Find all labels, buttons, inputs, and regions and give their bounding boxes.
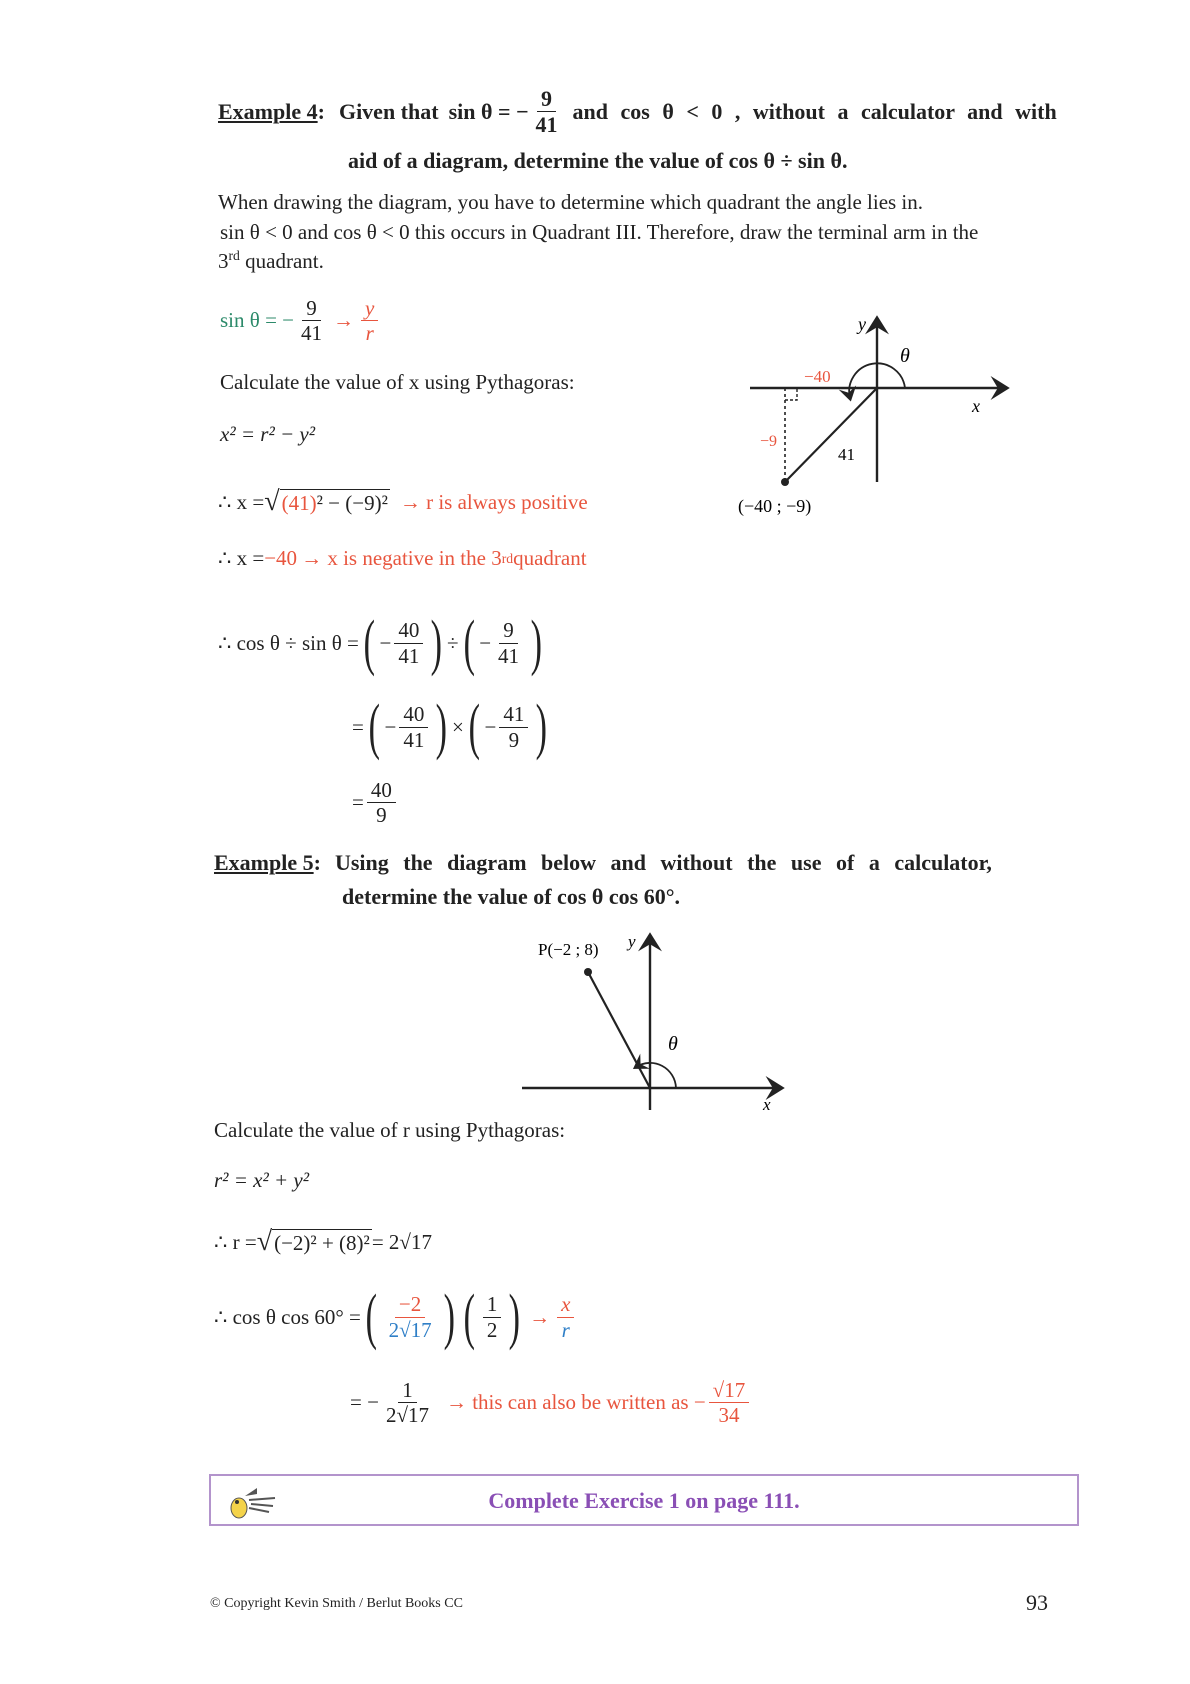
footer-copyright: © Copyright Kevin Smith / Berlut Books CC bbox=[210, 1596, 463, 1611]
example4-para2: sin θ < 0 and cos θ < 0 this occurs in Quadrant III. Therefore, draw the terminal arm in the bbox=[220, 220, 979, 244]
diag4-r-len: 41 bbox=[838, 445, 855, 464]
example5-r-calc: ∴ r = √ (−2)² + (8)² = 2√17 bbox=[214, 1226, 432, 1257]
sin-step-arrow: → bbox=[333, 308, 355, 333]
example5-heading: Example 5 : Using the diagram below and without the use of a calculator, bbox=[214, 850, 992, 875]
sin-step-lhs: sin θ = − bbox=[220, 308, 295, 333]
example4-sin-lhs: sin θ = − bbox=[448, 98, 529, 124]
example4-heading: Example 4 : Given that sin θ = − $\frac{9}{41}$ and cos θ < 0 , without a calculator and with bbox=[218, 86, 1057, 138]
diag4-theta: θ bbox=[900, 345, 910, 367]
theta-arc bbox=[636, 1063, 676, 1088]
diag4-y-label: y bbox=[858, 314, 866, 334]
point-dot bbox=[584, 968, 592, 976]
diag5-y-label: y bbox=[628, 932, 636, 951]
example5-prompt-line2: determine the value of cos θ cos 60°. bbox=[342, 884, 680, 909]
example4-sin-step: sin θ = − $\frac{9}{41}$ → $\frac{y}{r}$ bbox=[220, 296, 381, 345]
example4-prompt-line2: aid of a diagram, determine the value of cos θ ÷ sin θ. bbox=[348, 148, 848, 173]
x-calc-note: → r is always positive bbox=[399, 489, 588, 514]
example4-x-calc: ∴ x = √ (41)² − (−9)² → r is always positive bbox=[218, 486, 588, 517]
exercise-text: Complete Exercise 1 on page 111. bbox=[488, 1488, 800, 1513]
point-dot bbox=[781, 478, 789, 486]
example4-mul-step: = ( − $\frac{40}{41}$ ) × ( − $\frac{41}{9}$ ) bbox=[352, 693, 548, 761]
example5-pyth-intro: Calculate the value of r using Pythagoras: bbox=[214, 1118, 566, 1142]
example5-pyth-eq: r² = x² + y² bbox=[214, 1168, 310, 1192]
terminal-arm bbox=[785, 388, 877, 482]
example5-prompt-line1: Using the diagram below and without the use of a calculator, bbox=[334, 850, 992, 875]
example4-sin-fraction: $\frac{9}{41}$ bbox=[535, 86, 558, 138]
right-angle-mark bbox=[785, 388, 797, 400]
diag4-y-len: −9 bbox=[760, 433, 778, 450]
diag5-point: P(−2 ; 8) bbox=[538, 940, 599, 959]
example4-diagram bbox=[720, 300, 1020, 530]
diag4-x-len: −40 bbox=[804, 367, 831, 386]
page-number: 93 bbox=[1026, 1590, 1048, 1615]
terminal-arm bbox=[588, 972, 650, 1088]
diag4-x-label: x bbox=[972, 396, 980, 416]
example4-para3: 3rd quadrant. bbox=[218, 248, 324, 273]
example4-pyth-eq: x² = r² − y² bbox=[220, 422, 316, 446]
example5-diagram bbox=[510, 925, 810, 1125]
diag5-theta: θ bbox=[668, 1033, 678, 1055]
diag5-x-label: x bbox=[763, 1095, 771, 1114]
example4-x-result: ∴ x = −40 → x is negative in the 3 rd quadrant bbox=[218, 546, 587, 570]
example5-cos-step: ∴ cos θ cos 60° = ( $\frac{-2}{2√17}$ ) ( $\frac{1}{2}$ ) → $\frac{x}{r}$ bbox=[214, 1286, 577, 1348]
example4-label: Example 4 bbox=[218, 98, 318, 124]
example4-prompt-start: Given that bbox=[338, 98, 439, 124]
example4-prompt-mid: and cos θ < 0 , without a calculator and with bbox=[572, 98, 1057, 124]
example4-final: = $\frac{40}{9}$ bbox=[352, 778, 399, 827]
diag4-point: (−40 ; −9) bbox=[738, 496, 812, 516]
example5-result: = − $\frac{1}{2√17}$ → this can also be written as − $\frac{√17}{34}$ bbox=[350, 1378, 752, 1427]
example5-label: Example 5 bbox=[214, 850, 314, 875]
example4-div-step: ∴ cos θ ÷ sin θ = ( − $\frac{40}{41}$ ) ÷ ( − $\frac{9}{41}$ ) bbox=[218, 609, 543, 677]
example4-para1: When drawing the diagram, you have to determine which quadrant the angle lies in. bbox=[218, 190, 924, 214]
result-note: → this can also be written as − bbox=[445, 1390, 706, 1415]
exercise-box bbox=[209, 1474, 1079, 1526]
example4-pyth-intro: Calculate the value of x using Pythagoras: bbox=[220, 370, 575, 394]
